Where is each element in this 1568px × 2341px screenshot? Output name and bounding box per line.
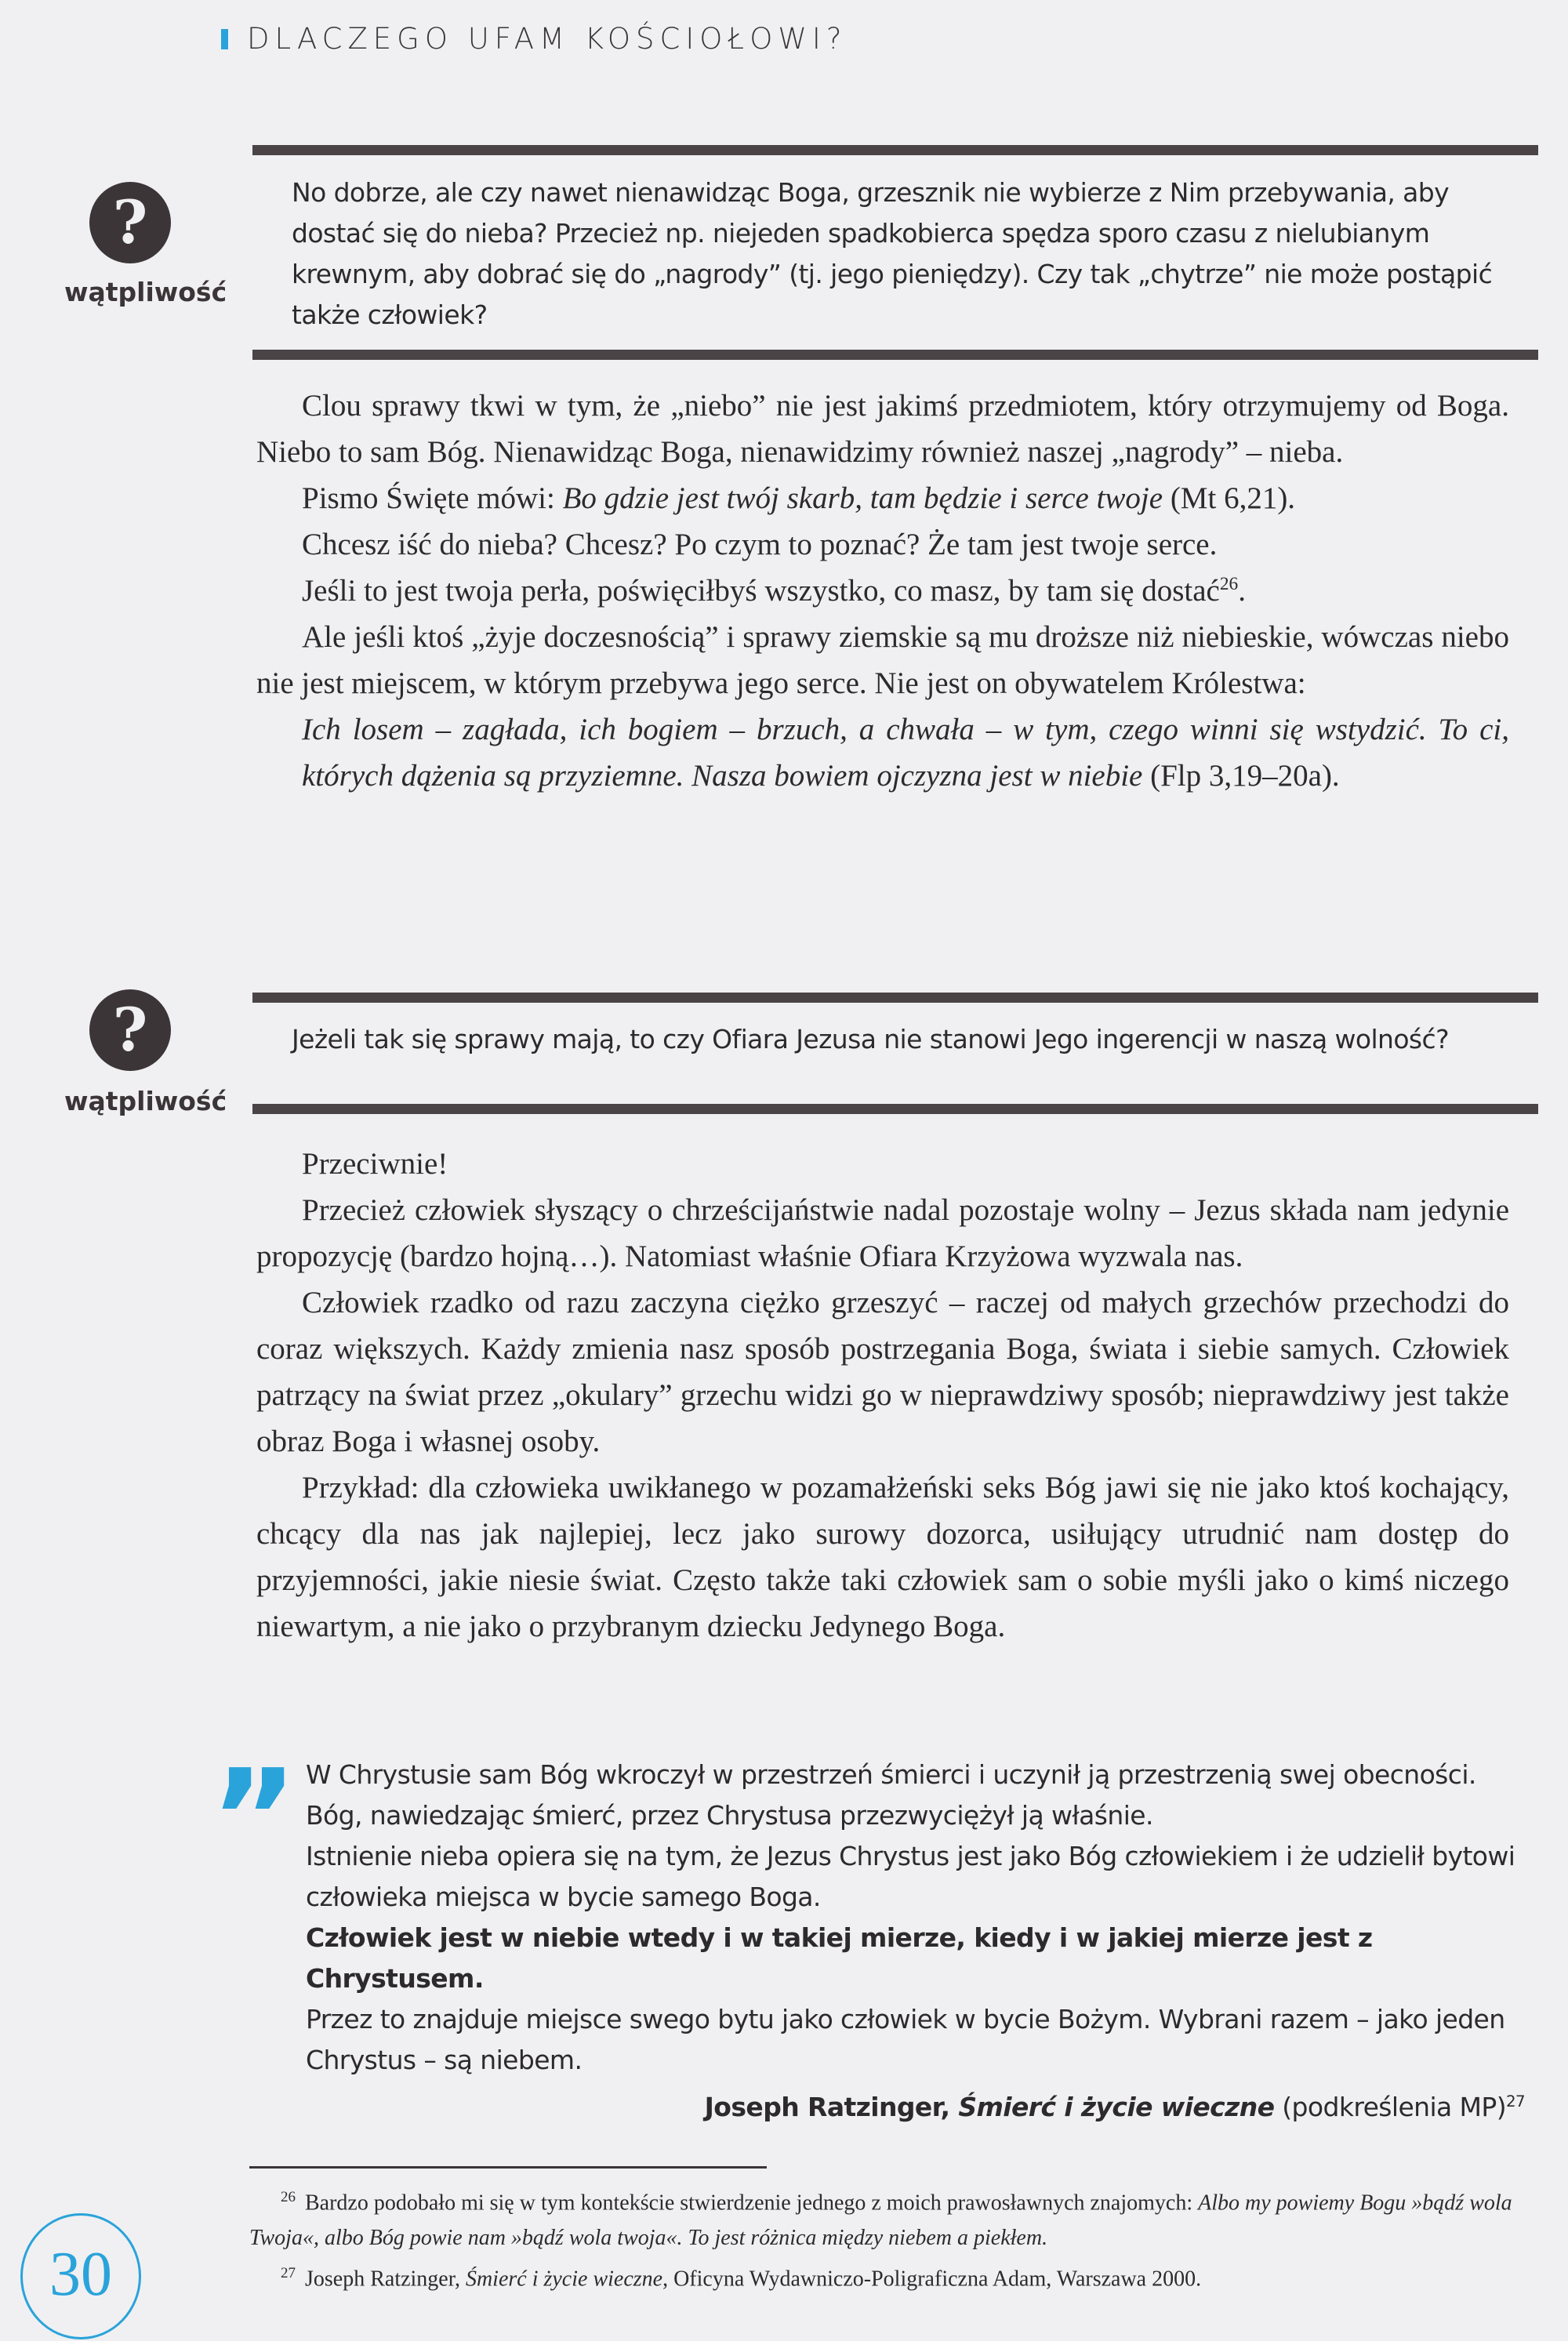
footnote-separator xyxy=(249,2166,767,2169)
footnote-ref-27[interactable]: 27 xyxy=(1506,2092,1525,2111)
page-number: 30 xyxy=(20,2213,141,2339)
quote-text: Ich losem – zagłada, ich bogiem – brzuch, a chwała – w tym, czego winni się wstydzić. To ci, których dążenia są przyziemne. Nasza bowiem ojczyzna jest w niebie xyxy=(302,713,1509,793)
footnote-27 xyxy=(249,2256,1535,2296)
paragraph: Człowiek rzadko od razu zaczyna ciężko grzeszyć – raczej od małych grzechów przechodzi do coraz większych. Każdy zmienia nasz sposób postrzegania Boga, świata i siebie samych. Człowiek patrzący na świat przez „okulary” grzechu widzi go w nieprawdziwy sposób; nieprawdziwy jest także obraz Boga i własnej osoby. xyxy=(256,1286,1509,1458)
text: Jeśli to jest twoja perła, poświęciłbyś wszystko, co masz, by tam się dostać xyxy=(302,574,1220,608)
paragraph: Clou sprawy tkwi w tym, że „niebo” nie jest jakimś przedmiotem, który otrzymujemy od Boga. Niebo to sam Bóg. Nienawidząc Boga, nienawidzimy również naszej „nagrody” – nieba. xyxy=(256,389,1509,469)
author: Joseph Ratzinger, xyxy=(704,2092,959,2122)
text: . xyxy=(1238,574,1246,608)
doubt-question: Jeżeli tak się sprawy mają, to czy Ofiara Jezusa nie stanowi Jego ingerencji w naszą wolność? xyxy=(292,1024,1449,1054)
scripture-ref: (Flp 3,19–20a). xyxy=(1142,759,1340,793)
scripture-quote: Bo gdzie jest twój skarb, tam będzie i serce twoje xyxy=(562,481,1163,515)
citation-emphasis: Człowiek jest w niebie wtedy i w takiej mierze, kiedy i w jakiej mierze jest z Chrystusem. xyxy=(306,1922,1373,1994)
running-header xyxy=(221,22,847,56)
footnote-ref-26[interactable]: 26 xyxy=(1219,574,1239,594)
answer-section-1 xyxy=(256,383,1509,799)
closing-quote-icon: ” xyxy=(210,1741,298,1896)
paragraph xyxy=(256,568,1509,614)
doubt-label: wątpliwość xyxy=(64,1086,227,1116)
text: Pismo Święte mówi: xyxy=(302,481,563,515)
citation-attribution xyxy=(306,2087,1533,2128)
footnote-number: 26 xyxy=(281,2189,296,2205)
doubt-question: No dobrze, ale czy nawet nienawidząc Boga, grzesznik nie wybierze z Nim przebywania, aby dostać się do nieba? Przecież np. niejeden spadkobierca spędza sporo czasu z nielubianym krewnym, aby dobrać się do „nagrody” (tj. jego pieniędzy). Czy tak „chytrze” nie może postąpić także człowiek? xyxy=(292,177,1493,330)
chapter-title: DLACZEGO UFAM KOŚCIOŁOWI? xyxy=(247,22,848,56)
footnote-26 xyxy=(249,2179,1535,2256)
paragraph xyxy=(256,475,1509,521)
scripture-ref: (Mt 6,21). xyxy=(1163,481,1296,515)
paragraph: Przeciwnie! xyxy=(302,1147,448,1181)
ratzinger-citation xyxy=(306,1755,1533,2128)
question-mark-icon: ? xyxy=(89,989,171,1071)
footnote-text: Bardzo podobało mi się w tym kontekście stwierdzenie jednego z moich prawosławnych znajomych: xyxy=(305,2190,1199,2216)
header-accent-mark xyxy=(221,29,228,49)
work-title: Śmierć i życie wieczne xyxy=(958,2092,1275,2122)
answer-section-2 xyxy=(256,1141,1509,1650)
citation-paragraph: Istnienie nieba opiera się na tym, że Jezus Chrystus jest jako Bóg człowiekiem i że udzielił bytowi człowieka miejsca w bycie samego Boga. xyxy=(306,1841,1515,1912)
citation-paragraph: Przez to znajduje miejsce swego bytu jako człowiek w bycie Bożym. Wybrani razem – jako jeden Chrystus – są niebem. xyxy=(306,2004,1505,2075)
footnote-quote: Albo my powiemy Bogu »bądź wola Twoja«, albo Bóg powie nam »bądź wola twoja«. To jest różnica między niebem a piekłem. xyxy=(249,2190,1512,2251)
paragraph: Przykład: dla człowieka uwikłanego w pozamałżeński seks Bóg jawi się nie jako ktoś kochający, chcący dla nas jak najlepiej, lecz jako surowy dozorca, usiłujący utrudnić nam dostęp do przyjemności, jakie niesie świat. Często także taki człowiek sam o sobie myśli jako o kimś niczego niewartym, a nie jako o przybranym dziecku Jedynego Boga. xyxy=(256,1471,1509,1643)
paragraph: Ale jeśli ktoś „żyje doczesnością” i sprawy ziemskie są mu droższe niż niebieskie, wówczas niebo nie jest miejscem, w którym przebywa jego serce. Nie jest on obywatelem Królestwa: xyxy=(256,620,1509,700)
footnote-book-title: Śmierć i życie wieczne xyxy=(465,2267,663,2292)
doubt-box-bottom-rule xyxy=(252,1104,1538,1114)
question-mark-icon: ? xyxy=(89,182,171,263)
doubt-label: wątpliwość xyxy=(64,277,227,307)
citation-paragraph: W Chrystusie sam Bóg wkroczył w przestrzeń śmierci i uczynił ją przestrzenią swej obecności. Bóg, nawiedzając śmierć, przez Chrystusa przezwyciężył ją właśnie. xyxy=(306,1759,1476,1831)
doubt-box-bottom-rule xyxy=(252,350,1538,360)
footnotes xyxy=(249,2179,1535,2297)
footnote-text: Joseph Ratzinger, xyxy=(305,2267,466,2292)
note: (podkreślenia MP) xyxy=(1274,2092,1507,2122)
footnote-number: 27 xyxy=(281,2265,296,2282)
paragraph: Przecież człowiek słyszący o chrześcijaństwie nadal pozostaje wolny – Jezus składa nam jedynie propozycję (bardzo hojną…). Natomiast właśnie Ofiara Krzyżowa wyzwala nas. xyxy=(256,1193,1509,1273)
doubt-box-top-rule xyxy=(252,993,1538,1003)
scripture-block-quote xyxy=(256,706,1509,799)
doubt-box-top-rule xyxy=(252,145,1538,155)
footnote-text: , Oficyna Wydawniczo-Poligraficzna Adam, Warszawa 2000. xyxy=(662,2267,1202,2292)
paragraph: Chcesz iść do nieba? Chcesz? Po czym to poznać? Że tam jest twoje serce. xyxy=(302,528,1218,561)
